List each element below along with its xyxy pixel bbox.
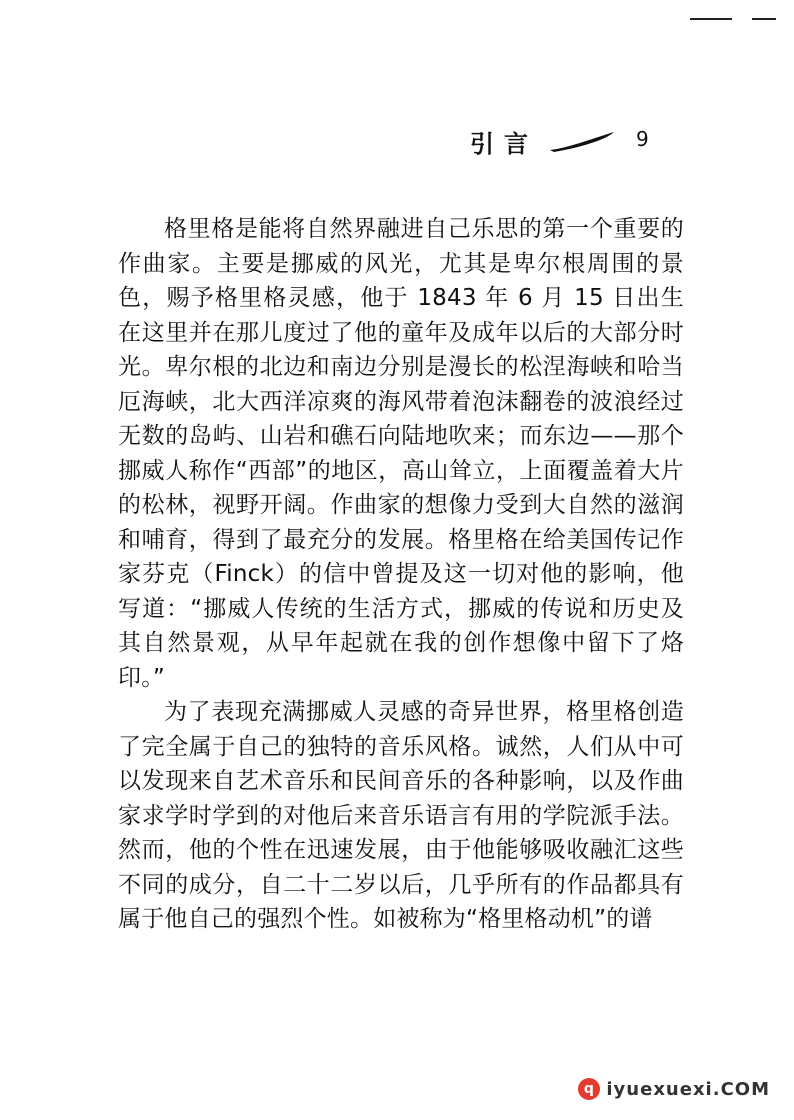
watermark-text: iyuexuexi.COM: [606, 1078, 770, 1100]
top-rule-right: [752, 18, 776, 20]
brush-stroke-ornament: [548, 130, 618, 154]
site-watermark: [578, 1076, 770, 1102]
body-text: [118, 212, 684, 937]
watermark-logo-icon: q: [578, 1078, 600, 1100]
page-header: [470, 124, 670, 156]
chapter-title: 引言: [470, 130, 538, 158]
page-number: 9: [636, 127, 649, 151]
paragraph-1: 格里格是能将自然界融进自己乐思的第一个重要的作曲家。主要是挪威的风光，尤其是卑尔根周围的景色，赐予格里格灵感，他于 1843 年 6 月 15 日出生在这里并在那儿度过了他的童年及成年以后的大部分时光。卑尔根的北边和南边分别是漫长的松涅海峡和哈当厄海峡，北大西洋凉爽的海风带着泡沫翻卷的波浪经过无数的岛屿、山岩和礁石向陆地吹来；而东边——那个挪威人称作“西部”的地区，高山耸立，上面覆盖着大片的松林，视野开阔。作曲家的想像力受到大自然的滋润和哺育，得到了最充分的发展。格里格在给美国传记作家芬克（Finck）的信中曾提及这一切对他的影响，他写道：“挪威人传统的生活方式，挪威的传说和历史及其自然景观，从早年起就在我的创作想像中留下了烙印。”: [118, 216, 684, 691]
paragraph-2: 为了表现充满挪威人灵感的奇异世界，格里格创造了完全属于自己的独特的音乐风格。诚然，人们从中可以发现来自艺术音乐和民间音乐的各种影响，以及作曲家求学时学到的对他后来音乐语言有用的学院派手法。然而，他的个性在迅速发展，由于他能够吸收融汇这些不同的成分，自二十二岁以后，几乎所有的作品都具有属于他自己的强烈个性。如被称为“格里格动机”的谱: [118, 699, 684, 932]
top-rule-left: [690, 18, 732, 20]
